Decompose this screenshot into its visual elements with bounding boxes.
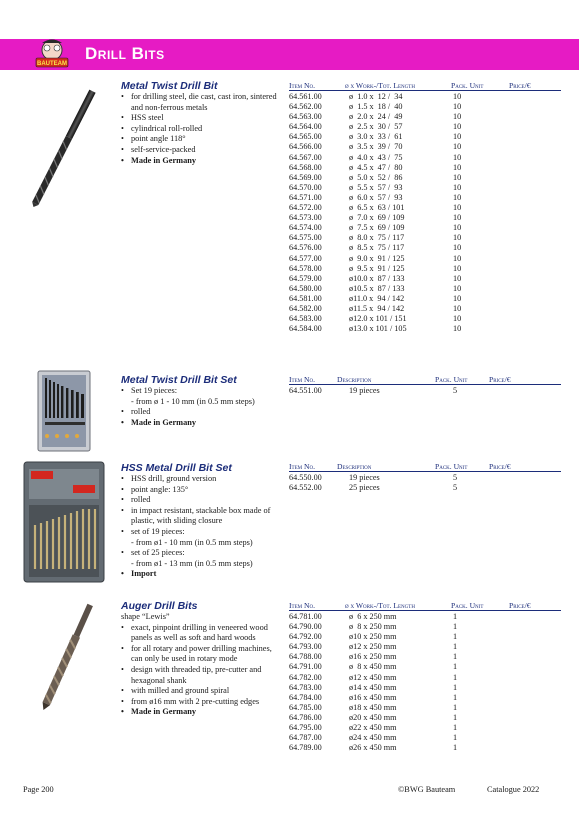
auger-drill-image <box>30 598 104 716</box>
table-row <box>289 703 561 713</box>
pack-unit: 10 <box>453 213 462 223</box>
pack-unit: 1 <box>453 682 458 692</box>
list-item: • Set 19 pieces: <box>121 386 283 397</box>
table-header <box>289 601 561 611</box>
table-row <box>289 173 561 183</box>
pack-unit: 10 <box>453 122 462 132</box>
pack-unit: 10 <box>453 92 462 101</box>
pack-unit: 1 <box>453 652 458 662</box>
dimension: ø 8.0 x 75 / 117 <box>349 233 405 243</box>
item-number: 64.581.00 <box>289 293 322 303</box>
table-row <box>289 213 561 223</box>
set-table-body <box>289 386 561 396</box>
dimension: ø 8 x 450 mm <box>349 662 397 672</box>
table-row <box>289 294 561 304</box>
list-item: • from ø16 mm with 2 pre-cutting edges <box>121 697 283 708</box>
item-number: 64.561.00 <box>289 92 322 101</box>
catalogue-label: Catalogue 2022 <box>487 785 540 794</box>
table-row <box>289 386 561 396</box>
dimension: ø12 x 250 mm <box>349 642 397 652</box>
dimension: ø18 x 450 mm <box>349 702 397 712</box>
list-item: • Import <box>121 569 283 580</box>
table-row <box>289 254 561 264</box>
table-row <box>289 153 561 163</box>
column-header: Item No. <box>289 375 315 384</box>
table-row <box>289 652 561 662</box>
list-item: - from ø1 - 10 mm (in 0.5 mm steps) <box>131 537 253 547</box>
item-number: 64.577.00 <box>289 253 322 263</box>
twist-bullets <box>121 92 283 166</box>
item-number: 64.576.00 <box>289 243 322 253</box>
dimension: ø 7.5 x 69 / 109 <box>349 223 405 233</box>
item-number: 64.790.00 <box>289 622 322 632</box>
list-item: • with milled and ground spiral <box>121 686 283 697</box>
list-item: • set of 19 pieces: <box>121 527 283 538</box>
subtitle: shape “Lewis” <box>121 612 170 621</box>
item-number: 64.564.00 <box>289 122 322 132</box>
dimension: ø10 x 250 mm <box>349 632 397 642</box>
table-row <box>289 142 561 152</box>
pack-unit: 1 <box>453 743 458 753</box>
dimension: ø 5.0 x 52 / 86 <box>349 172 403 182</box>
pack-unit: 1 <box>453 672 458 682</box>
item-number: 64.566.00 <box>289 142 322 152</box>
pack-unit: 10 <box>453 172 462 182</box>
item-number: 64.578.00 <box>289 263 322 273</box>
table-row <box>289 183 561 193</box>
pack-unit: 1 <box>453 712 458 722</box>
dimension: ø 6.5 x 63 / 101 <box>349 203 405 213</box>
list-item: • Made in Germany <box>121 707 283 718</box>
table-row <box>289 284 561 294</box>
page-title: Drill Bits <box>85 44 165 63</box>
column-header: Item No. <box>289 601 315 610</box>
list-item: - from ø 1 - 10 mm (in 0.5 mm steps) <box>131 396 255 406</box>
item-number: 64.786.00 <box>289 712 322 722</box>
table-row <box>289 632 561 642</box>
item-number: 64.552.00 <box>289 483 322 493</box>
dimension: ø 4.0 x 43 / 75 <box>349 152 403 162</box>
pack-unit: 10 <box>453 253 462 263</box>
list-item: • Made in Germany <box>121 418 283 429</box>
item-number: 64.792.00 <box>289 632 322 642</box>
pack-unit: 10 <box>453 192 462 202</box>
dimension: ø 6.0 x 57 / 93 <box>349 192 403 202</box>
description: 19 pieces <box>349 473 380 482</box>
pack-unit: 10 <box>453 314 462 324</box>
column-header: Pack. Unit <box>435 462 468 471</box>
list-item: • HSS drill, ground version <box>121 474 283 485</box>
item-number: 64.565.00 <box>289 132 322 142</box>
table-row <box>289 223 561 233</box>
table-row <box>289 723 561 733</box>
pack-unit: 1 <box>453 662 458 672</box>
dimension: ø 1.0 x 12 / 34 <box>349 92 403 101</box>
list-item: • HSS steel <box>121 113 283 124</box>
item-number: 64.584.00 <box>289 324 322 334</box>
column-header: Price/€ <box>509 81 531 90</box>
pack-unit: 10 <box>453 263 462 273</box>
item-number: 64.579.00 <box>289 273 322 283</box>
table-row <box>289 132 561 142</box>
table-row <box>289 693 561 703</box>
column-header: Price/€ <box>489 375 511 384</box>
pack-unit: 10 <box>453 324 462 334</box>
drill-set-case-image <box>37 370 91 452</box>
table-row <box>289 304 561 314</box>
dimension: ø12 x 450 mm <box>349 672 397 682</box>
product-title: HSS Metal Drill Bit Set <box>121 462 232 474</box>
pack-unit: 1 <box>453 692 458 702</box>
hss-bullets <box>121 474 283 580</box>
item-number: 64.783.00 <box>289 682 322 692</box>
item-number: 64.563.00 <box>289 112 322 122</box>
column-header: Item No. <box>289 462 315 471</box>
table-header <box>289 81 561 91</box>
list-item: • design with threaded tip, pre-cutter and hexagonal shank <box>121 665 283 686</box>
dimension: ø 9.0 x 91 / 125 <box>349 253 405 263</box>
dimension: ø16 x 250 mm <box>349 652 397 662</box>
list-item: • in impact resistant, stackable box made of plastic, with sliding closure <box>121 506 283 527</box>
list-item: • for all rotary and power drilling machines, can only be used in rotary mode <box>121 644 283 665</box>
item-number: 64.784.00 <box>289 692 322 702</box>
dimension: ø11.5 x 94 / 142 <box>349 303 405 313</box>
pack-unit: 10 <box>453 293 462 303</box>
pack-unit: 10 <box>453 223 462 233</box>
pack-unit: 10 <box>453 303 462 313</box>
pack-unit: 1 <box>453 733 458 743</box>
item-number: 64.580.00 <box>289 283 322 293</box>
twist-table-body <box>289 92 561 334</box>
list-item: • for drilling steel, die cast, cast iron, sintered and non-ferrous metals <box>121 92 283 113</box>
auger-bullets <box>121 612 283 718</box>
pack-unit: 10 <box>453 102 462 112</box>
dimension: ø10.0 x 87 / 133 <box>349 273 405 283</box>
item-number: 64.793.00 <box>289 642 322 652</box>
list-item: • rolled <box>121 407 283 418</box>
dimension: ø10.5 x 87 / 133 <box>349 283 405 293</box>
column-header: Item No. <box>289 81 315 90</box>
bauteam-logo <box>34 38 70 72</box>
table-row <box>289 622 561 632</box>
dimension: ø20 x 450 mm <box>349 712 397 722</box>
product-title: Metal Twist Drill Bit Set <box>121 374 237 386</box>
description: 25 pieces <box>349 483 380 493</box>
product-title: Auger Drill Bits <box>121 600 198 612</box>
item-number: 64.569.00 <box>289 172 322 182</box>
auger-table-body <box>289 612 561 753</box>
dimension: ø 5.5 x 57 / 93 <box>349 182 403 192</box>
set-bullets <box>121 386 283 428</box>
item-number: 64.571.00 <box>289 192 322 202</box>
pack-unit: 10 <box>453 233 462 243</box>
item-number: 64.551.00 <box>289 386 322 395</box>
item-number: 64.568.00 <box>289 162 322 172</box>
pack-unit: 1 <box>453 632 458 642</box>
pack-unit: 5 <box>453 483 458 493</box>
dimension: ø 1.5 x 18 / 40 <box>349 102 403 112</box>
item-number: 64.583.00 <box>289 314 322 324</box>
item-number: 64.567.00 <box>289 152 322 162</box>
table-row <box>289 264 561 274</box>
item-number: 64.781.00 <box>289 612 322 621</box>
table-row <box>289 683 561 693</box>
column-header: ø x Work-/Tot. Length <box>345 81 415 90</box>
page-number: Page 200 <box>23 785 54 794</box>
dimension: ø 7.0 x 69 / 109 <box>349 213 405 223</box>
pack-unit: 10 <box>453 152 462 162</box>
dimension: ø14 x 450 mm <box>349 682 397 692</box>
dimension: ø 3.5 x 39 / 70 <box>349 142 403 152</box>
table-row <box>289 483 561 493</box>
list-item: • set of 25 pieces: <box>121 548 283 559</box>
dimension: ø12.0 x 101 / 151 <box>349 314 407 324</box>
pack-unit: 1 <box>453 612 458 621</box>
table-row <box>289 243 561 253</box>
list-item: • Made in Germany <box>121 156 283 167</box>
dimension: ø 2.5 x 30 / 57 <box>349 122 403 132</box>
list-item: • point angle: 135° <box>121 485 283 496</box>
table-row <box>289 233 561 243</box>
table-row <box>289 713 561 723</box>
svg-text:BAUTEAM: BAUTEAM <box>37 61 67 67</box>
table-row <box>289 314 561 324</box>
item-number: 64.562.00 <box>289 102 322 112</box>
column-header: Pack. Unit <box>451 81 484 90</box>
pack-unit: 10 <box>453 142 462 152</box>
item-number: 64.785.00 <box>289 702 322 712</box>
list-item: - from ø1 - 13 mm (in 0.5 mm steps) <box>131 558 253 568</box>
copyright: ©BWG Bauteam <box>398 785 456 794</box>
dimension: ø 8 x 250 mm <box>349 622 397 632</box>
item-number: 64.575.00 <box>289 233 322 243</box>
table-row <box>289 612 561 622</box>
pack-unit: 1 <box>453 702 458 712</box>
table-row <box>289 122 561 132</box>
dimension: ø 6 x 250 mm <box>349 612 397 621</box>
column-header: Description <box>337 462 372 471</box>
item-number: 64.573.00 <box>289 213 322 223</box>
table-row <box>289 193 561 203</box>
item-number: 64.787.00 <box>289 733 322 743</box>
pack-unit: 10 <box>453 112 462 122</box>
item-number: 64.570.00 <box>289 182 322 192</box>
column-header: Price/€ <box>509 601 531 610</box>
dimension: ø22 x 450 mm <box>349 723 397 733</box>
table-header <box>289 375 561 385</box>
description: 19 pieces <box>349 386 380 395</box>
dimension: ø24 x 450 mm <box>349 733 397 743</box>
dimension: ø11.0 x 94 / 142 <box>349 293 405 303</box>
column-header: ø x Work-/Tot. Length <box>345 601 415 610</box>
list-item: • self-service-packed <box>121 145 283 156</box>
table-row <box>289 112 561 122</box>
pack-unit: 1 <box>453 723 458 733</box>
dimension: ø26 x 450 mm <box>349 743 397 753</box>
item-number: 64.791.00 <box>289 662 322 672</box>
pack-unit: 10 <box>453 283 462 293</box>
hss-drill-box-image <box>23 461 105 583</box>
hss-table-body <box>289 473 561 493</box>
pack-unit: 5 <box>453 386 458 395</box>
table-row <box>289 102 561 112</box>
dimension: ø 9.5 x 91 / 125 <box>349 263 405 273</box>
table-row <box>289 203 561 213</box>
item-number: 64.782.00 <box>289 672 322 682</box>
item-number: 64.582.00 <box>289 303 322 313</box>
dimension: ø 2.0 x 24 / 49 <box>349 112 403 122</box>
dimension: ø 8.5 x 75 / 117 <box>349 243 405 253</box>
pack-unit: 10 <box>453 162 462 172</box>
table-row <box>289 324 561 334</box>
pack-unit: 10 <box>453 243 462 253</box>
item-number: 64.795.00 <box>289 723 322 733</box>
table-row <box>289 473 561 483</box>
pack-unit: 10 <box>453 203 462 213</box>
list-item: • cylindrical roll-rolled <box>121 124 283 135</box>
dimension: ø 4.5 x 47 / 80 <box>349 162 403 172</box>
table-row <box>289 642 561 652</box>
product-title: Metal Twist Drill Bit <box>121 80 218 92</box>
dimension: ø 3.0 x 33 / 61 <box>349 132 403 142</box>
table-row <box>289 733 561 743</box>
column-header: Pack. Unit <box>451 601 484 610</box>
pack-unit: 1 <box>453 642 458 652</box>
pack-unit: 10 <box>453 182 462 192</box>
column-header: Pack. Unit <box>435 375 468 384</box>
dimension: ø13.0 x 101 / 105 <box>349 324 407 334</box>
list-item: • point angle 118° <box>121 134 283 145</box>
column-header: Description <box>337 375 372 384</box>
pack-unit: 10 <box>453 273 462 283</box>
table-row <box>289 274 561 284</box>
table-row <box>289 673 561 683</box>
dimension: ø16 x 450 mm <box>349 692 397 702</box>
table-header <box>289 462 561 472</box>
item-number: 64.574.00 <box>289 223 322 233</box>
table-row <box>289 92 561 102</box>
item-number: 64.572.00 <box>289 203 322 213</box>
table-row <box>289 662 561 672</box>
table-row <box>289 163 561 173</box>
list-item: • rolled <box>121 495 283 506</box>
list-item: • exact, pinpoint drilling in veneered wood panels as well as soft and hard woods <box>121 623 283 644</box>
pack-unit: 5 <box>453 473 458 482</box>
twist-drill-image <box>23 82 103 214</box>
item-number: 64.789.00 <box>289 743 322 753</box>
column-header: Price/€ <box>489 462 511 471</box>
pack-unit: 10 <box>453 132 462 142</box>
table-row <box>289 743 561 753</box>
item-number: 64.788.00 <box>289 652 322 662</box>
item-number: 64.550.00 <box>289 473 322 482</box>
pack-unit: 1 <box>453 622 458 632</box>
